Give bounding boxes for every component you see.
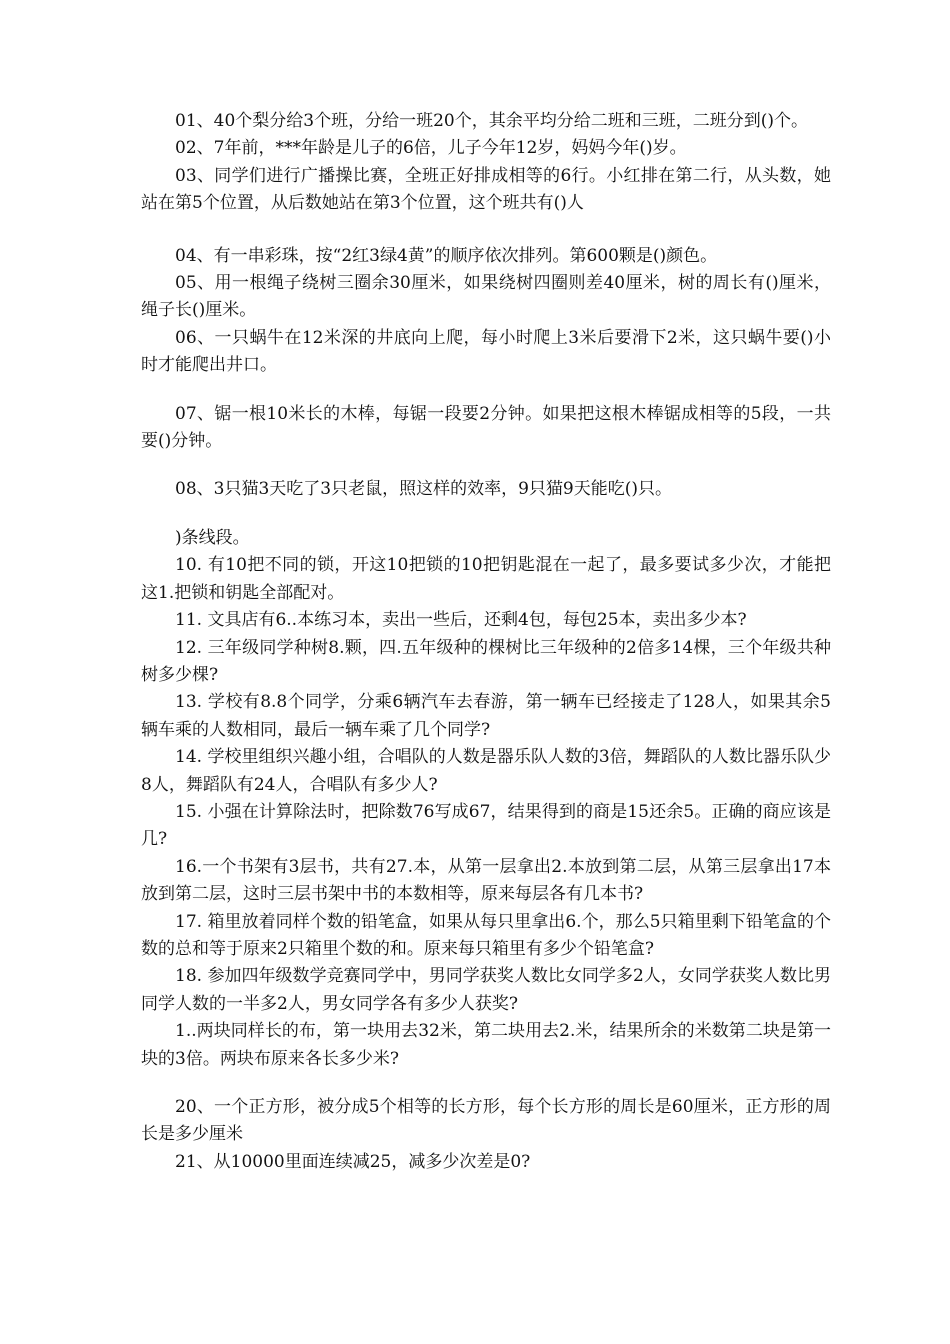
problem-13: 13. 学校有8.8个同学，分乘6辆汽车去春游，第一辆车已经接走了128人，如果其余5辆车乘的人数相同，最后一辆车乘了几个同学? [141, 692, 831, 740]
problem-03: 03、同学们进行广播操比赛，全班正好排成相等的6行。小红排在第二行，从头数，她站在第5个位置，从后数她站在第3个位置，这个班共有()人 [141, 165, 831, 214]
problem-19: 1..两块同样长的布，第一块用去32米，第二块用去2.米，结果所余的米数第二块是第一块的3倍。两块布原来各长多少米? [141, 1021, 831, 1069]
problem-01: 01、40个梨分给3个班，分给一班20个，其余平均分给二班和三班，二班分到()个。 [175, 111, 808, 131]
problem-15: 15. 小强在计算除法时，把除数76写成67，结果得到的商是15还余5。正确的商应该是几? [141, 801, 831, 850]
problem-10: 10. 有10把不同的锁，开这10把锁的10把钥匙混在一起了，最多要试多少次，才能把这1.把锁和钥匙全部配对。 [141, 555, 831, 603]
problem-sheet [141, 108, 831, 1176]
problem-20: 20、一个正方形，被分成5个相等的长方形，每个长方形的周长是60厘米，正方形的周长是多少厘米 [141, 1097, 831, 1145]
problem-07: 07、锯一根10米长的木棒，每锯一段要2分钟。如果把这根木棒锯成相等的5段，一共要()分钟。 [141, 403, 831, 452]
problem-12: 12. 三年级同学种树8.颗，四.五年级种的棵树比三年级种的2倍多14棵，三个年级共种树多少棵? [141, 637, 831, 685]
problem-08: 08、3只猫3天吃了3只老鼠，照这样的效率，9只猫9天能吃()只。 [175, 479, 672, 500]
problem-04: 04、有一串彩珠，按“2红3绿4黄”的顺序依次排列。第600颗是()颜色。 [175, 245, 718, 266]
problem-16: 16.一个书架有3层书，共有27.本，从第一层拿出2.本放到第二层，从第三层拿出17本放到第二层，这时三层书架中书的本数相等，原来每层各有几本书? [141, 856, 831, 905]
problem-18: 18. 参加四年级数学竞赛同学中，男同学获奖人数比女同学多2人，女同学获奖人数比男同学人数的一半多2人，男女同学各有多少人获奖? [141, 966, 831, 1014]
problem-21: 21、从10000里面连续减25，减多少次差是0? [175, 1151, 531, 1172]
problem-05: 05、用一根绳子绕树三圈余30厘米，如果绕树四圈则差40厘米，树的周长有()厘米，绳子长()厘米。 [141, 273, 831, 321]
problem-14: 14. 学校里组织兴趣小组，合唱队的人数是器乐队人数的3倍，舞蹈队的人数比器乐队少8人，舞蹈队有24人，合唱队有多少人? [141, 747, 831, 795]
problem-02: 02、7年前，***年龄是儿子的6倍，儿子今年12岁，妈妈今年()岁。 [175, 138, 687, 159]
problem-17: 17. 箱里放着同样个数的铅笔盒，如果从每只里拿出6.个，那么5只箱里剩下铅笔盒的个数的总和等于原来2只箱里个数的和。原来每只箱里有多少个铅笔盒? [141, 911, 831, 959]
problem-11: 11. 文具店有6..本练习本，卖出一些后，还剩4包，每包25本，卖出多少本? [175, 610, 747, 631]
problem-06: 06、一只蜗牛在12米深的井底向上爬，每小时爬上3米后要滑下2米，这只蜗牛要()小时才能爬出井口。 [141, 327, 831, 376]
problem-09-fragment: )条线段。 [175, 527, 250, 548]
